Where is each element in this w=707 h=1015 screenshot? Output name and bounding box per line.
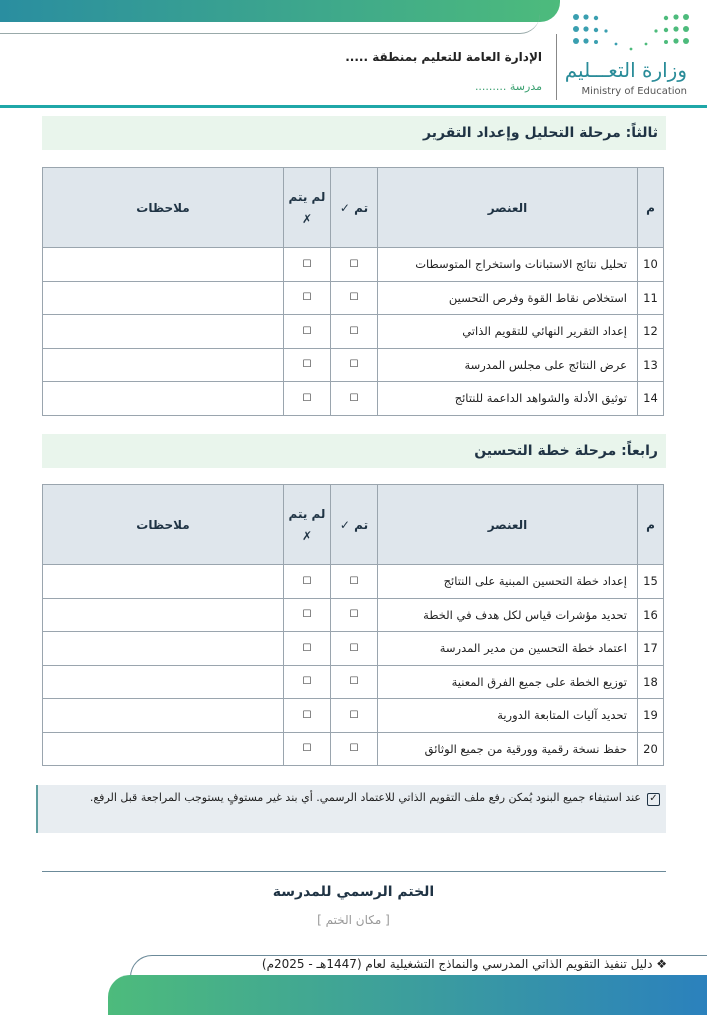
- header-curve: [0, 14, 540, 34]
- table-row: [43, 348, 664, 382]
- row-number: 18: [638, 665, 664, 699]
- notes-cell[interactable]: [43, 315, 284, 349]
- notes-cell[interactable]: [43, 565, 284, 599]
- done-checkbox[interactable]: ☐: [331, 382, 378, 416]
- note-text: عند استيفاء جميع البنود يُمكن رفع ملف التقويم الذاتي للاعتماد الرسمي. أي بند غير مستوفٍ يستوجب المراجعة قبل الرفع.: [89, 791, 641, 804]
- done-checkbox[interactable]: ☐: [331, 565, 378, 599]
- ministry-logo-arabic: وزارة التعـــليم: [564, 58, 687, 82]
- note-box: [36, 785, 666, 833]
- col-item: العنصر: [378, 168, 638, 248]
- row-number: 19: [638, 699, 664, 733]
- row-item: إعداد التقرير النهائي للتقويم الذاتي: [378, 315, 638, 349]
- table-row: [43, 732, 664, 766]
- school-label: مدرسة .........: [474, 80, 542, 93]
- row-item: اعتماد خطة التحسين من مدير المدرسة: [378, 632, 638, 666]
- notes-cell[interactable]: [43, 348, 284, 382]
- notes-cell[interactable]: [43, 732, 284, 766]
- table-header-row: [43, 485, 664, 565]
- table-row: [43, 699, 664, 733]
- notes-cell[interactable]: [43, 665, 284, 699]
- table-row: [43, 382, 664, 416]
- row-item: إعداد خطة التحسين المبنية على النتائج: [378, 565, 638, 599]
- row-number: 14: [638, 382, 664, 416]
- done-checkbox[interactable]: ☐: [331, 732, 378, 766]
- col-not-done: لم يتم ✗: [284, 168, 331, 248]
- checked-box-icon: ✓: [647, 793, 660, 806]
- row-number: 11: [638, 281, 664, 315]
- not-done-checkbox[interactable]: ☐: [284, 315, 331, 349]
- notes-cell[interactable]: [43, 281, 284, 315]
- table-row: [43, 598, 664, 632]
- col-item: العنصر: [378, 485, 638, 565]
- stamp-placeholder: [ مكان الختم ]: [317, 913, 390, 927]
- done-checkbox[interactable]: ☐: [331, 699, 378, 733]
- row-item: حفظ نسخة رقمية وورقية من جميع الوثائق: [378, 732, 638, 766]
- footer-gradient-bar: [108, 975, 707, 1015]
- row-item: عرض النتائج على مجلس المدرسة: [378, 348, 638, 382]
- footer-label: دليل تنفيذ التقويم الذاتي المدرسي والنماذج التشغيلية لعام (1447هـ - 2025م): [261, 957, 653, 971]
- done-checkbox[interactable]: ☐: [331, 598, 378, 632]
- notes-cell[interactable]: [43, 632, 284, 666]
- table-row: [43, 248, 664, 282]
- not-done-checkbox[interactable]: ☐: [284, 632, 331, 666]
- row-number: 16: [638, 598, 664, 632]
- row-item: تحديد مؤشرات قياس لكل هدف في الخطة: [378, 598, 638, 632]
- ministry-logo-english: Ministry of Education: [581, 86, 687, 97]
- table-row: [43, 281, 664, 315]
- row-number: 15: [638, 565, 664, 599]
- table-row: [43, 632, 664, 666]
- row-number: 12: [638, 315, 664, 349]
- row-item: توزيع الخطة على جميع الفرق المعنية: [378, 665, 638, 699]
- done-checkbox[interactable]: ☐: [331, 348, 378, 382]
- table-row: [43, 565, 664, 599]
- row-item: استخلاص نقاط القوة وفرص التحسين: [378, 281, 638, 315]
- section-title-analysis: ثالثاً: مرحلة التحليل وإعداد التقرير: [42, 116, 666, 150]
- notes-cell[interactable]: [43, 382, 284, 416]
- header-divider: [556, 34, 557, 100]
- col-done: تم ✓: [331, 168, 378, 248]
- ministry-logo-dots-icon: [572, 12, 690, 52]
- col-done: تم ✓: [331, 485, 378, 565]
- footer-text: [262, 957, 667, 971]
- col-notes: ملاحظات: [43, 485, 284, 565]
- done-checkbox[interactable]: ☐: [331, 315, 378, 349]
- not-done-checkbox[interactable]: ☐: [284, 665, 331, 699]
- divider: [42, 871, 666, 872]
- col-num: م: [638, 485, 664, 565]
- col-notes: ملاحظات: [43, 168, 284, 248]
- table-header-row: [43, 168, 664, 248]
- done-checkbox[interactable]: ☐: [331, 281, 378, 315]
- department-label: الإدارة العامة للتعليم بمنطقة .....: [345, 50, 542, 64]
- table-row: [43, 665, 664, 699]
- section-title-improvement: رابعاً: مرحلة خطة التحسين: [42, 434, 666, 468]
- table-row: [43, 315, 664, 349]
- col-not-done: لم يتم ✗: [284, 485, 331, 565]
- checklist-table-improvement: [42, 484, 664, 766]
- not-done-checkbox[interactable]: ☐: [284, 598, 331, 632]
- row-number: 13: [638, 348, 664, 382]
- not-done-checkbox[interactable]: ☐: [284, 348, 331, 382]
- row-number: 10: [638, 248, 664, 282]
- checklist-table-analysis: [42, 167, 664, 416]
- row-item: توثيق الأدلة والشواهد الداعمة للنتائج: [378, 382, 638, 416]
- not-done-checkbox[interactable]: ☐: [284, 382, 331, 416]
- notes-cell[interactable]: [43, 699, 284, 733]
- done-checkbox[interactable]: ☐: [331, 248, 378, 282]
- not-done-checkbox[interactable]: ☐: [284, 732, 331, 766]
- not-done-checkbox[interactable]: ☐: [284, 699, 331, 733]
- col-num: م: [638, 168, 664, 248]
- row-item: تحديد آليات المتابعة الدورية: [378, 699, 638, 733]
- notes-cell[interactable]: [43, 248, 284, 282]
- not-done-checkbox[interactable]: ☐: [284, 565, 331, 599]
- not-done-checkbox[interactable]: ☐: [284, 248, 331, 282]
- row-item: تحليل نتائج الاستبانات واستخراج المتوسطات: [378, 248, 638, 282]
- done-checkbox[interactable]: ☐: [331, 665, 378, 699]
- done-checkbox[interactable]: ☐: [331, 632, 378, 666]
- row-number: 20: [638, 732, 664, 766]
- bullet-icon: ❖: [652, 957, 667, 971]
- not-done-checkbox[interactable]: ☐: [284, 281, 331, 315]
- row-number: 17: [638, 632, 664, 666]
- stamp-title: الختم الرسمي للمدرسة: [272, 884, 435, 900]
- header-rule: [0, 105, 707, 108]
- notes-cell[interactable]: [43, 598, 284, 632]
